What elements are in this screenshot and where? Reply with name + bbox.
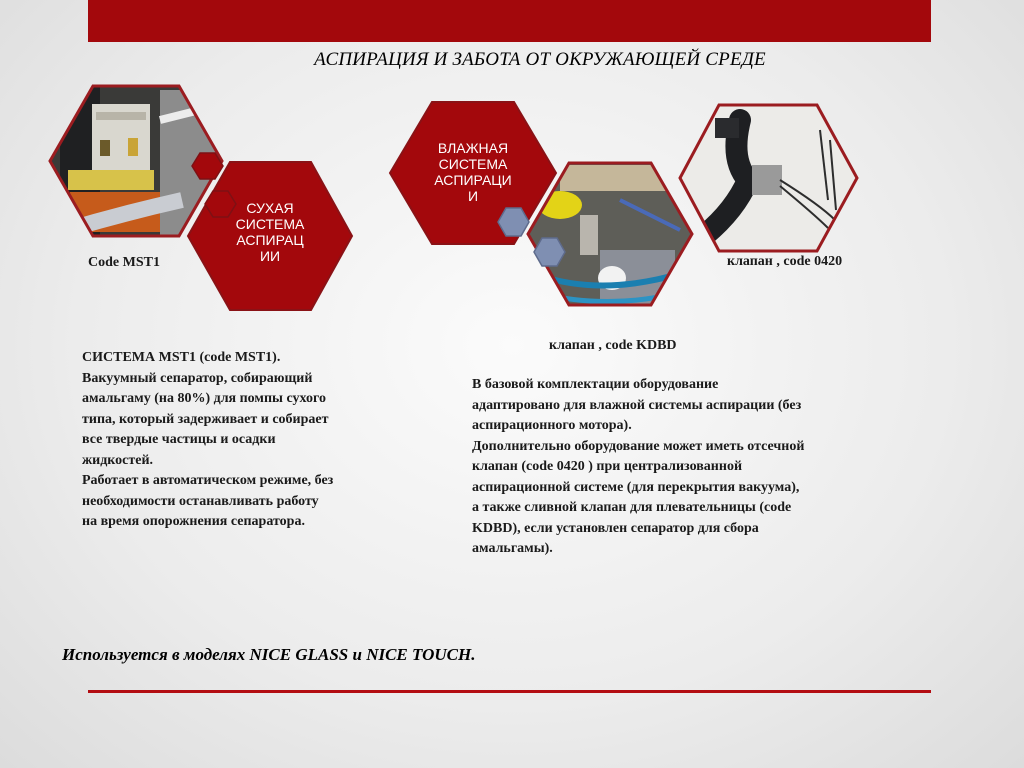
wet-desc-line: KDBD), если установлен сепаратор для сбора [472, 520, 759, 536]
mst1-desc-line: жидкостей. [82, 452, 154, 468]
mst1-desc-line: СИСТЕМА MST1 (code MST1). [82, 350, 281, 365]
valve-0420-photo [675, 100, 865, 255]
mst1-desc-line: типа, который задерживает и собирает [82, 411, 329, 427]
bottom-divider [88, 690, 931, 693]
wet-desc-line: адаптировано для влажной системы аспирации (без [472, 397, 802, 413]
wet-label-line-1: ВЛАЖНАЯ [437, 140, 509, 156]
mst1-caption: Code MST1 [88, 255, 160, 270]
mst1-desc-line: амальгаму (на 80%) для помпы сухого [82, 391, 326, 406]
models-footer: Используется в моделях NICE GLASS и NICE TOUCH. [62, 645, 476, 664]
wet-system-label [425, 140, 521, 204]
wet-desc-line: аспирационного мотора). [472, 418, 632, 433]
mst1-desc-line: все твердые частицы и осадки [82, 432, 276, 447]
wet-desc-line: клапан (code 0420 ) при централизованной [472, 459, 743, 474]
wet-label-line-2: СИСТЕМА [438, 156, 508, 172]
wet-system-description [472, 375, 804, 560]
dry-system-label [222, 200, 318, 264]
kdbd-caption: клапан , code KDBD [549, 338, 677, 353]
dry-label-line-1: СУХАЯ [246, 200, 294, 216]
wet-desc-line: амальгамы). [472, 541, 553, 556]
valve-0420-caption: клапан , code 0420 [727, 254, 843, 269]
dry-label-line-3: АСПИРАЦ [236, 232, 304, 248]
wet-label-line-4: И [467, 188, 479, 204]
mst1-desc-line: на время опорожнения сепаратора. [82, 514, 305, 529]
mst1-desc-line: Вакуумный сепаратор, собирающий [82, 370, 313, 386]
mst1-desc-line: Работает в автоматическом режиме, без [82, 473, 334, 488]
wet-label-line-3: АСПИРАЦИ [434, 172, 512, 188]
wet-desc-line: Дополнительно оборудование может иметь отсечной [472, 438, 805, 454]
wet-desc-line: В базовой комплектации оборудование [472, 377, 719, 392]
dry-label-line-2: СИСТЕМА [235, 216, 305, 232]
mst1-description [82, 348, 333, 533]
wet-desc-line: а также сливной клапан для плевательницы (code [472, 500, 792, 515]
page-title: АСПИРАЦИЯ И ЗАБОТА ОТ ОКРУЖАЮЩЕЙ СРЕДЕ [314, 49, 766, 70]
mst1-desc-line: необходимости останавливать работу [82, 493, 319, 509]
dry-label-line-4: ИИ [259, 248, 281, 264]
wet-desc-line: аспирационной системе (для перекрытия вакуума), [472, 479, 800, 495]
